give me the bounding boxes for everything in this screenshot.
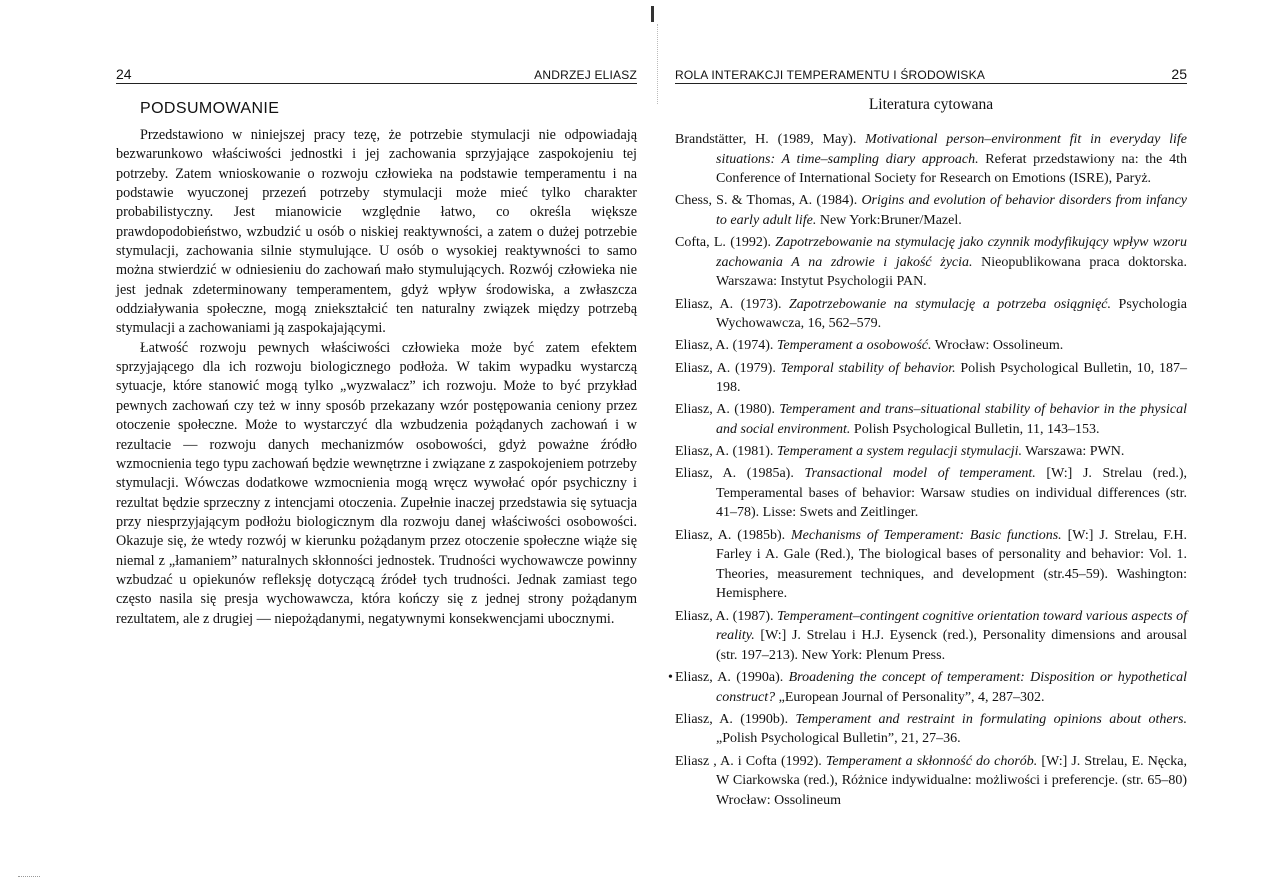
- reference-author-year: Eliasz, A. (1974).: [675, 338, 777, 354]
- reference-item: [675, 710, 1187, 749]
- reference-title: Temperament a system regulacji stymulacji.: [776, 444, 1022, 460]
- header-rule: [675, 83, 1187, 84]
- reference-details: Polish Psychological Bulletin, 10, 187–198.: [716, 360, 1187, 396]
- reference-details: Polish Psychological Bulletin, 11, 143–153.: [850, 421, 1100, 437]
- reference-author-year: Eliasz, A. (1980).: [675, 402, 780, 418]
- reference-title: Mechanisms of Temperament: Basic functions.: [791, 527, 1062, 543]
- body-text: [116, 126, 637, 629]
- reference-title: Origins and evolution of behavior disorders from infancy to early adult life.: [716, 193, 1187, 228]
- reference-title: Zapotrzebowanie na stymulację a potrzeba osiągnięć.: [789, 296, 1111, 312]
- reference-title: Temporal stability of behavior.: [780, 360, 956, 376]
- reference-details: Nieopublikowana praca doktorska. Warszawa: Instytut Psychologii PAN.: [716, 254, 1187, 290]
- reference-author-year: Eliasz, A. (1985b).: [675, 527, 791, 543]
- reference-item: [675, 191, 1187, 230]
- reference-author-year: Eliasz, A. (1973).: [675, 296, 790, 312]
- reference-author-year: Brandstätter, H. (1989, May).: [675, 132, 866, 147]
- reference-title: Temperament a osobowość.: [776, 338, 932, 354]
- right-page: [655, 0, 1262, 894]
- reference-item: [675, 336, 1187, 356]
- reference-item: [675, 400, 1187, 439]
- header-rule: [116, 83, 637, 84]
- reference-list: [668, 130, 1188, 813]
- reference-details: Wrocław: Ossolineum.: [931, 338, 1064, 354]
- page-number: 25: [1171, 66, 1187, 82]
- page-number: 24: [116, 66, 132, 82]
- running-header: ANDRZEJ ELIASZ: [534, 68, 637, 82]
- section-title: PODSUMOWANIE: [140, 100, 280, 117]
- reference-title: Temperament–contingent cognitive orientation toward various aspects of reality.: [716, 608, 1187, 644]
- reference-details: [W:] J. Strelau, F.H. Farley i A. Gale (Red.), The biological bases of personality and behavior: Vol. 1. Theories, measurement techniques, and development (str.45–59). Washington: Hemisphere.: [716, 527, 1187, 602]
- reference-title: Broadening the concept of temperament: Disposition or hypothetical construct?: [716, 669, 1187, 705]
- reference-author-year: Eliasz , A. i Cofta (1992).: [675, 753, 826, 769]
- reference-title: Zapotrzebowanie na stymulację jako czynnik modyfikujący wpływ wzoru zachowania A na zdrowie i jakość życia.: [716, 235, 1188, 270]
- bullet-mark: •: [668, 669, 673, 685]
- right-page-header: [675, 58, 1187, 82]
- reference-details: „European Journal of Personality”, 4, 287–302.: [775, 689, 1045, 705]
- reference-title: Transactional model of temperament.: [804, 466, 1036, 482]
- reference-details: Psychologia Wychowawcza, 16, 562–579.: [716, 296, 1187, 332]
- reference-item: [668, 668, 1187, 707]
- paragraph: Przedstawiono w niniejszej pracy tezę, że potrzebie stymulacji nie odpowiadają bezwarunkowo właściwości jednostki i jej zachowania sprzyjające zaspokojeniu tej potrzeby. Zatem wnioskowanie o rozwoju człowieka na podstawie temperamentu i na podstawie wyuczonej przezeń potrzeby stymulacji może mieć tylko charakter probabilistyczny. Jest mianowicie względnie łatwo, co określa większe prawdopodobieństwo, wzbudzić u osób o niskiej reaktywności, a zatem o dużej potrzebie stymulacji, zachowania silnie stymulujące. U osób o wysokiej reaktywności to samo można stwierdzić w odniesieniu do zachowań mało stymulujących. Rozwój człowieka nie jest jednak zdeterminowany temperamentem, gdyż wpływ środowiska, a zwłaszcza oddziaływania społeczne, mogą zniekształcić ten naturalny związek między potrzebą stymulacji a zachowaniami ją zaspokajającymi.: [116, 127, 637, 337]
- running-header: ROLA INTERAKCJI TEMPERAMENTU I ŚRODOWISKA: [675, 68, 986, 82]
- reference-title: Motivational person–environment fit in everyday life situations: A time–sampling diary approach.: [716, 132, 1187, 167]
- reference-details: Referat przedstawiony na: the 4th Conference of International Society for Research on Emotions (ISRE), Paryż.: [716, 151, 1187, 187]
- reference-item: [675, 359, 1187, 398]
- reference-item: [675, 295, 1187, 334]
- reference-details: [W:] J. Strelau i H.J. Eysenck (red.), Personality dimensions and arousal (str. 197–213). New York: Plenum Press.: [716, 628, 1187, 663]
- reference-item: [675, 233, 1187, 292]
- reference-title: Temperament a skłonność do chorób.: [825, 753, 1038, 769]
- reference-author-year: Eliasz, A. (1990b).: [675, 711, 796, 727]
- reference-author-year: Cofta, L. (1992).: [675, 235, 776, 251]
- reference-author-year: Chess, S. & Thomas, A. (1984).: [675, 193, 862, 209]
- reference-details: [W:] J. Strelau (red.), Temperamental bases of behavior: Warsaw studies on individual differences (str. 41–78). Lisse: Swets and Zeitlinger.: [716, 466, 1187, 521]
- scan-mark: [651, 6, 654, 22]
- reference-details: Warszawa: PWN.: [1021, 444, 1125, 460]
- reference-item: [675, 130, 1187, 189]
- reference-author-year: Eliasz, A. (1979).: [675, 360, 781, 376]
- reference-author-year: Eliasz, A. (1981).: [675, 444, 777, 460]
- reference-item: [675, 464, 1187, 523]
- reference-details: New York:Bruner/Mazel.: [816, 212, 962, 228]
- reference-item: [675, 526, 1187, 604]
- reference-title: Temperament and trans–situational stability of behavior in the physical and social environment.: [716, 402, 1187, 437]
- reference-details: [W:] J. Strelau, E. Nęcka, W Ciarkowska (red.), Różnice indywidualne: możliwości i preferencje. (str. 65–80) Wrocław: Ossolineum: [716, 753, 1187, 808]
- reference-item: [675, 752, 1187, 811]
- references-title: Literatura cytowana: [868, 96, 994, 113]
- reference-details: „Polish Psychological Bulletin”, 21, 27–36.: [716, 731, 961, 747]
- reference-author-year: Eliasz, A. (1990a).: [675, 669, 789, 685]
- left-page-header: [116, 58, 637, 82]
- paragraph: Łatwość rozwoju pewnych właściwości człowieka może być zatem efektem sprzyjającego dla ich rozwoju biologicznego podłoża. W takim wypadku wystarczą sytuacje, które stanowić mogą tylko „wyzwalacz” ich rozwoju. Może to być przykład pewnych zachowań czy też w inny sposób przekazany wzór postępowania ceniony przez otoczenie społeczne. Może to wystarczyć dla wzbudzenia pożądanych zachowań i w rezultacie — rozwoju danych mechanizmów osobowości, gdyż poważne źródło wzmocnienia tego typu zachowań będzie wewnętrzne i związane z zaspokojeniem potrzeby stymulacji. Wówczas dodatkowe wzmocnienia mogą wręcz wywołać opór psychiczny i rezultat będzie sprzeczny z intencjami otoczenia. Zupełnie inaczej przedstawia się sytuacja przy niesprzyjającym podłożu biologicznym dla rozwoju danej właściwości osobowości. Okazuje się, że wtedy rozwój w kierunku pożądanym przez otoczenie społeczne wiąże się niemal z „łamaniem” naturalnych skłonności jednostek. Trudności wychowawcze powinny wzbudzać u opiekunów refleksję dotyczącą źródeł tych trudności. Jednak zamiast tego często nasila się presja wychowawcza, która kończy się z jednej strony pożądanym rezultatem, ale z drugiej — niepożądanymi, negatywnymi konsekwencjami ubocznymi.: [116, 339, 637, 627]
- reference-title: Temperament and restraint in formulating opinions about others.: [795, 711, 1187, 727]
- reference-author-year: Eliasz, A. (1985a).: [675, 466, 805, 482]
- reference-author-year: Eliasz, A. (1987).: [675, 608, 778, 624]
- reference-item: [675, 442, 1187, 462]
- reference-item: [675, 607, 1187, 666]
